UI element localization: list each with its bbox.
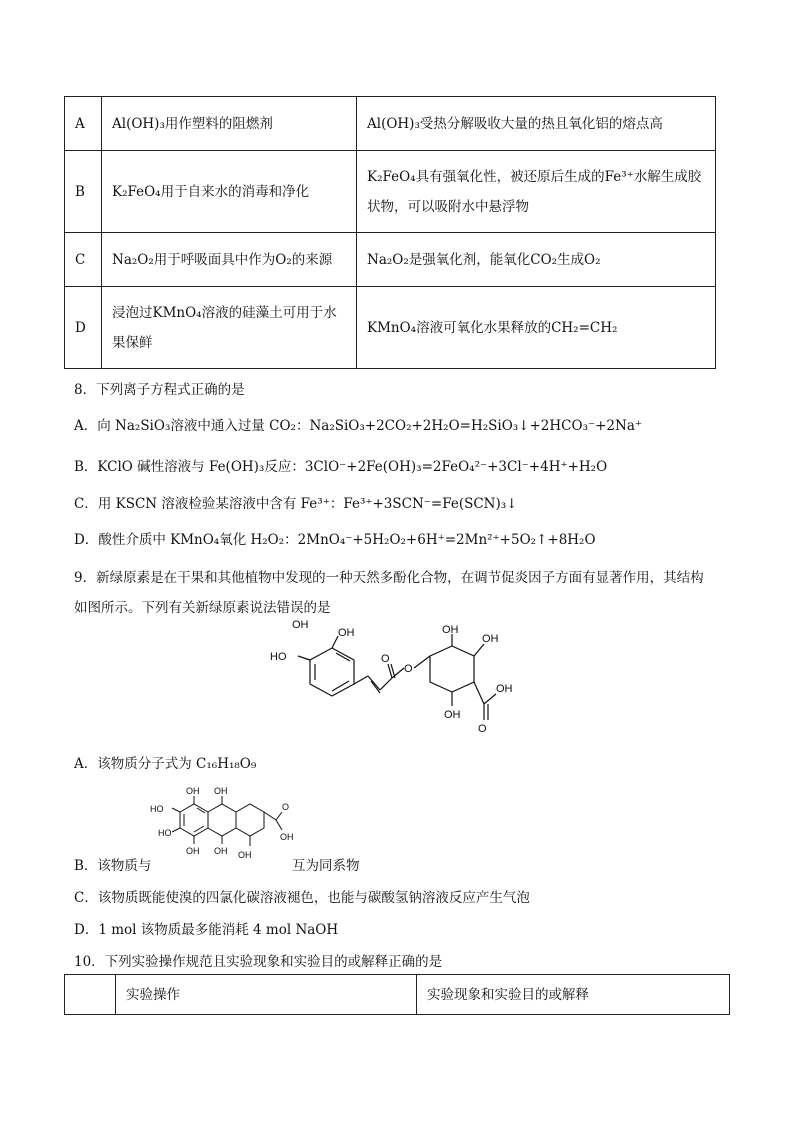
q9-option-c: C．该物质既能使溴的四氯化碳溶液褪色，也能与碳酸氢钠溶液反应产生气泡 [74, 890, 530, 906]
o-label: O [478, 723, 487, 735]
oh-label: OH [496, 683, 513, 695]
q8-option-a: A．向 Na₂SiO₃溶液中通入过量 CO₂：Na₂SiO₃+2CO₂+2H₂O=H₂SiO₃↓+2HCO₃⁻+2Na⁺ [74, 418, 642, 434]
oh-label: OH [444, 709, 461, 721]
oh-label: OH [292, 620, 309, 631]
oh-label: OH [214, 786, 228, 796]
options-table [64, 96, 716, 369]
row-key: B [65, 151, 102, 233]
o-label: O [282, 802, 290, 812]
ho-label: HO [158, 828, 172, 838]
q10-stem: 10．下列实验操作规范且实验现象和实验目的或解释正确的是 [74, 954, 443, 970]
neochlorogenic-acid-structure [270, 620, 530, 740]
oh-label: OH [280, 832, 294, 842]
use-cell: K₂FeO₄用于自来水的消毒和净化 [102, 151, 357, 233]
oh-label: OH [338, 627, 355, 639]
use-cell: Al(OH)₃用作塑料的阻燃剂 [102, 97, 357, 151]
oh-label: OH [214, 846, 228, 856]
reason-cell: Al(OH)₃受热分解吸收大量的热且氧化铝的熔点高 [357, 97, 716, 151]
blank-cell [65, 975, 116, 1015]
row-key: A [65, 97, 102, 151]
q9-stem-line2: 如图所示。下列有关新绿原素说法错误的是 [74, 600, 331, 616]
q8-option-d: D．酸性介质中 KMnO₄氧化 H₂O₂：2MnO₄⁻+5H₂O₂+6H⁺=2Mn²⁺+5O₂↑+8H₂O [74, 532, 596, 548]
oh-label: OH [442, 624, 459, 636]
oh-label: OH [482, 633, 499, 645]
reason-cell: KMnO₄溶液可氧化水果释放的CH₂=CH₂ [357, 287, 716, 369]
q9-option-a: A．该物质分子式为 C₁₆H₁₈O₉ [74, 756, 257, 772]
oh-label: OH [186, 786, 200, 796]
q8-option-c: C．用 KSCN 溶液检验某溶液中含有 Fe³⁺：Fe³⁺+3SCN⁻=Fe(SCN)₃↓ [74, 496, 518, 512]
q9-option-b-suffix: 互为同系物 [292, 858, 360, 874]
q8-stem: 8．下列离子方程式正确的是 [74, 382, 245, 398]
q9-stem-line1: 9．新绿原素是在干果和其他植物中发现的一种天然多酚化合物，在调节促炎因子方面有显著作用，其结构 [74, 570, 704, 586]
o-label: O [381, 653, 390, 665]
o-label: O [404, 663, 413, 675]
use-cell: 浸泡过KMnO₄溶液的硅藻土可用于水果保鲜 [102, 287, 357, 369]
ho-label: HO [150, 804, 164, 814]
q9-option-b-prefix: B．该物质与 [74, 858, 152, 874]
q9-option-d: D．1 mol 该物质最多能消耗 4 mol NaOH [74, 922, 339, 938]
header-result: 实验现象和实验目的或解释 [417, 975, 730, 1015]
header-operation: 实验操作 [116, 975, 417, 1015]
oh-label: OH [238, 850, 252, 860]
row-key: C [65, 233, 102, 287]
ho-label: HO [270, 651, 287, 663]
use-cell: Na₂O₂用于呼吸面具中作为O₂的来源 [102, 233, 357, 287]
oh-label: OH [186, 846, 200, 856]
q8-option-b: B．KClO 碱性溶液与 Fe(OH)₃反应：3ClO⁻+2Fe(OH)₃=2FeO₄²⁻+3Cl⁻+4H⁺+H₂O [74, 459, 608, 475]
reason-cell: Na₂O₂是强氧化剂，能氧化CO₂生成O₂ [357, 233, 716, 287]
comparison-molecule-structure [150, 784, 300, 864]
q10-table [64, 974, 730, 1015]
reason-cell: K₂FeO₄具有强氧化性，被还原后生成的Fe³⁺水解生成胶状物，可以吸附水中悬浮物 [357, 151, 716, 233]
row-key: D [65, 287, 102, 369]
